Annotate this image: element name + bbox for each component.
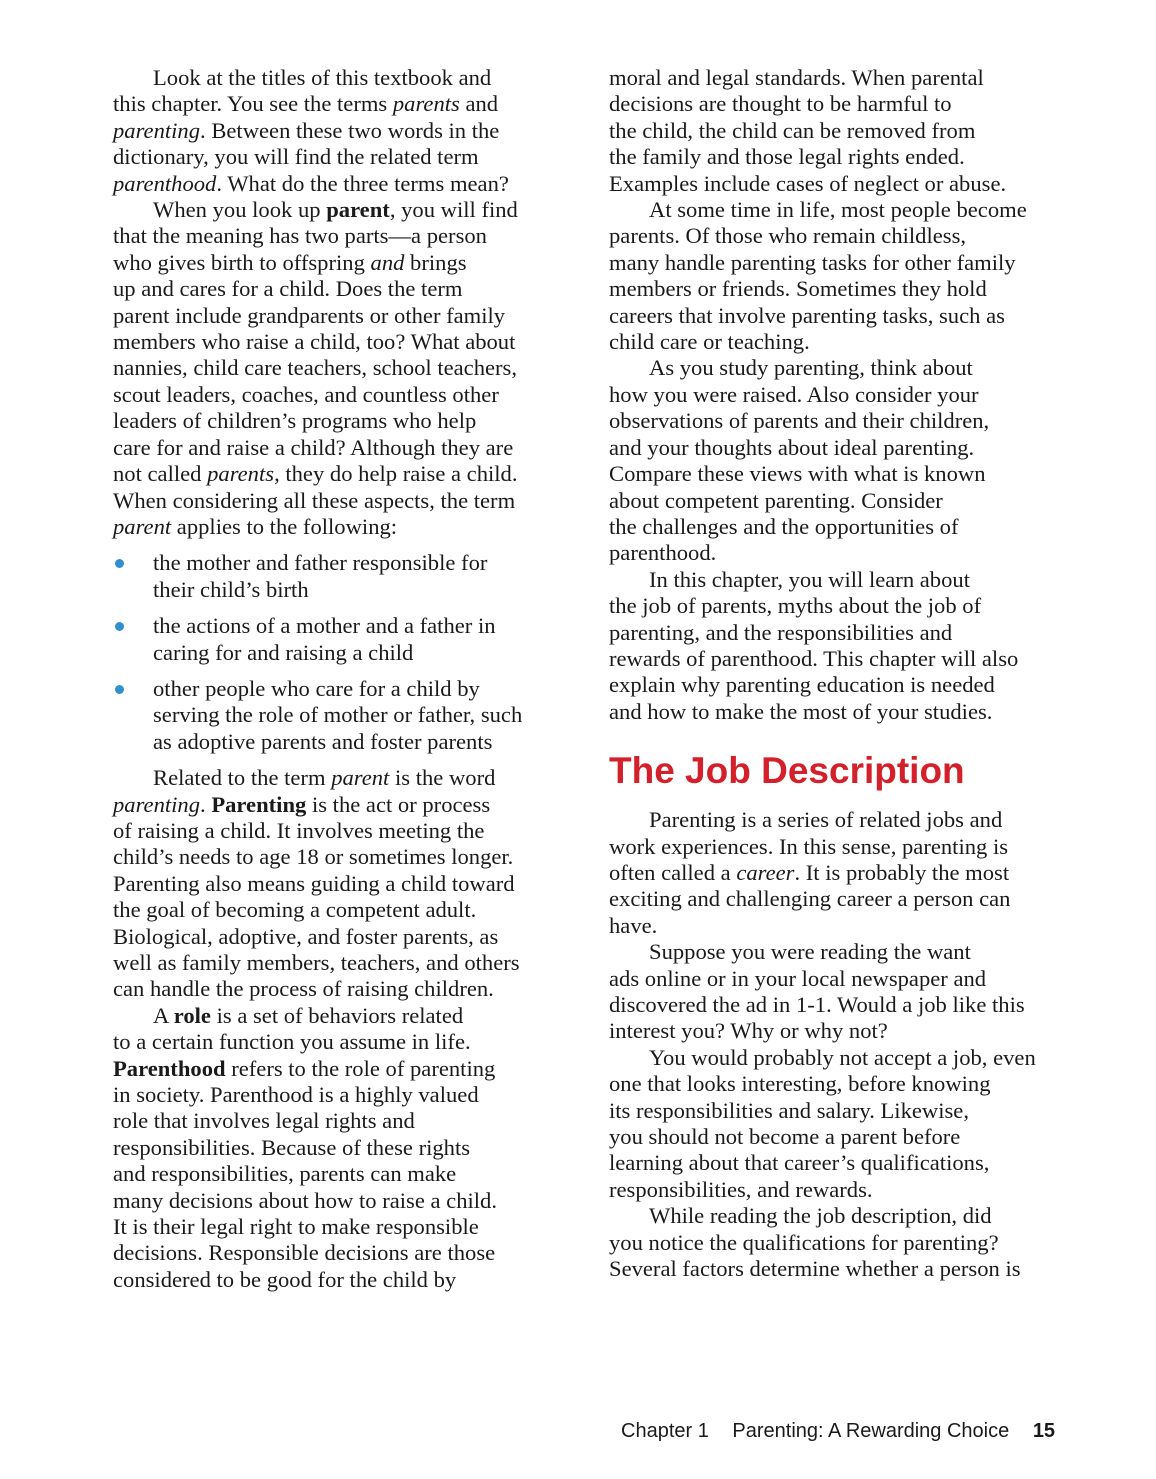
text-line: in society. Parenthood is a highly valued: [113, 1082, 479, 1108]
text-line: the job of parents, myths about the job of: [609, 593, 982, 619]
text-run: applies to the following:: [171, 513, 398, 539]
paragraph: [609, 355, 1079, 566]
text-line: the mother and father responsible for: [153, 550, 488, 576]
text-line: of raising a child. It involves meeting the: [113, 817, 485, 843]
italic-term: parenting: [113, 117, 201, 143]
text-line: other people who care for a child by: [153, 675, 480, 701]
bold-term: parent: [326, 197, 390, 223]
text-run: . What do the three terms mean?: [216, 170, 509, 196]
text-line: one that looks interesting, before knowing: [609, 1071, 991, 1097]
text-line: [113, 765, 583, 791]
text-line: Look at the titles of this textbook and: [153, 65, 492, 90]
text-run: refers to the role of parenting: [225, 1055, 496, 1081]
text-line: can handle the process of raising children.: [113, 976, 494, 1002]
text-line: up and cares for a child. Does the term: [113, 276, 463, 302]
bold-term: Parenthood: [113, 1055, 226, 1081]
paragraph: [609, 807, 1079, 939]
paragraph: [113, 197, 583, 540]
footer-title: Parenting: A Rewarding Choice: [732, 1420, 1010, 1442]
text-line: [113, 514, 583, 540]
text-line: parent include grandparents or other family: [113, 302, 506, 328]
text-run: often called a: [609, 859, 737, 885]
text-line: as adoptive parents and foster parents: [153, 728, 493, 754]
text-line: As you study parenting, think about: [649, 355, 973, 381]
text-line: considered to be good for the child by: [113, 1266, 457, 1292]
bullet-item: [113, 676, 583, 755]
text-line: rewards of parenthood. This chapter will also: [609, 645, 1019, 671]
text-line: nannies, child care teachers, school teachers,: [113, 355, 517, 381]
text-line: interest you? Why or why not?: [609, 1018, 888, 1044]
italic-term: and: [370, 249, 405, 275]
text-line: Suppose you were reading the want: [649, 939, 971, 965]
italic-term: parenthood: [113, 170, 217, 196]
text-line: [113, 197, 583, 223]
text-line: child’s needs to age 18 or sometimes longer.: [113, 844, 514, 870]
paragraph: [609, 65, 1079, 197]
text-line: serving the role of mother or father, such: [153, 702, 523, 728]
text-run: Related to the term: [153, 765, 332, 791]
paragraph: [609, 197, 1079, 355]
text-line: well as family members, teachers, and others: [113, 950, 520, 975]
page-footer: [621, 1420, 1055, 1443]
bullet-icon: [115, 685, 124, 694]
text-line: At some time in life, most people become: [649, 197, 1027, 223]
text-run: . Between these two words in the: [200, 117, 500, 143]
text-line: the actions of a mother and a father in: [153, 613, 496, 639]
text-line: the challenges and the opportunities of: [609, 513, 959, 539]
italic-term: parents: [207, 461, 275, 487]
text-line: [113, 118, 583, 144]
paragraph: [609, 1045, 1079, 1203]
text-line: Several factors determine whether a person is: [609, 1256, 1021, 1282]
text-run: not called: [113, 461, 208, 487]
text-line: [113, 1056, 583, 1082]
text-line: members or friends. Sometimes they hold: [609, 276, 987, 302]
text-line: While reading the job description, did: [649, 1203, 992, 1229]
text-line: leaders of children’s programs who help: [113, 408, 477, 434]
text-line: You would probably not accept a job, even: [649, 1044, 1036, 1070]
text-line: and your thoughts about ideal parenting.: [609, 434, 975, 460]
text-line: you should not become a parent before: [609, 1124, 961, 1150]
text-line: learning about that career’s qualifications,: [609, 1150, 990, 1176]
text-line: Compare these views with what is known: [609, 461, 986, 487]
left-column: [113, 65, 583, 1293]
text-line: careers that involve parenting tasks, such as: [609, 302, 1005, 328]
bold-term: Parenting: [211, 791, 307, 817]
paragraph: [609, 567, 1079, 725]
paragraph: [609, 1203, 1079, 1282]
text-line: It is their legal right to make responsible: [113, 1214, 479, 1240]
text-line: discovered the ad in 1-1. Would a job like this: [609, 992, 1025, 1017]
text-line: care for and raise a child? Although they are: [113, 434, 514, 460]
footer-chapter: Chapter 1: [621, 1420, 709, 1442]
text-line: [609, 860, 1079, 886]
text-run: is a set of behaviors related: [210, 1002, 464, 1028]
text-run: is the act or process: [306, 791, 491, 817]
text-run: this chapter. You see the terms: [113, 91, 393, 117]
text-line: When considering all these aspects, the term: [113, 487, 516, 513]
italic-term: parent: [113, 513, 172, 539]
text-line: [113, 461, 583, 487]
text-line: Biological, adoptive, and foster parents, as: [113, 923, 499, 949]
text-line: to a certain function you assume in life.: [113, 1029, 471, 1055]
text-line: Parenting is a series of related jobs and: [649, 807, 1003, 833]
text-line: that the meaning has two parts—a person: [113, 223, 487, 249]
text-line: parenting, and the responsibilities and: [609, 619, 953, 645]
text-line: [113, 1003, 583, 1029]
text-line: scout leaders, coaches, and countless other: [113, 381, 499, 407]
text-line: responsibilities. Because of these rights: [113, 1134, 471, 1160]
text-line: their child’s birth: [153, 576, 309, 602]
text-line: the goal of becoming a competent adult.: [113, 897, 477, 923]
text-line: child care or teaching.: [609, 329, 810, 355]
text-line: [113, 250, 583, 276]
text-line: In this chapter, you will learn about: [649, 566, 970, 592]
text-line: decisions are thought to be harmful to: [609, 91, 952, 117]
text-line: the child, the child can be removed from: [609, 117, 976, 143]
bullet-icon: [115, 559, 124, 568]
page-number: 15: [1032, 1420, 1056, 1442]
text-line: role that involves legal rights and: [113, 1108, 415, 1134]
text-line: and responsibilities, parents can make: [113, 1161, 457, 1187]
paragraph: [113, 1003, 583, 1293]
text-line: Parenting also means guiding a child toward: [113, 870, 515, 896]
text-line: moral and legal standards. When parental: [609, 65, 984, 90]
text-line: ads online or in your local newspaper and: [609, 965, 987, 991]
text-line: dictionary, you will find the related term: [113, 144, 479, 170]
right-column: [609, 65, 1079, 1282]
italic-term: parenting: [113, 791, 201, 817]
text-line: many decisions about how to raise a child.: [113, 1187, 498, 1213]
text-line: how you were raised. Also consider your: [609, 381, 979, 407]
text-line: parenthood.: [609, 540, 717, 566]
text-run: who gives birth to offspring: [113, 249, 371, 275]
text-line: [113, 792, 583, 818]
paragraph: [113, 65, 583, 197]
text-line: Examples include cases of neglect or abuse.: [609, 170, 1007, 196]
italic-term: parents: [392, 91, 460, 117]
text-line: decisions. Responsible decisions are those: [113, 1240, 496, 1266]
bold-term: role: [173, 1002, 211, 1028]
text-line: work experiences. In this sense, parenting is: [609, 833, 1009, 859]
text-line: about competent parenting. Consider: [609, 487, 943, 513]
text-line: [113, 171, 583, 197]
text-line: explain why parenting education is needed: [609, 672, 995, 698]
text-line: and how to make the most of your studies.: [609, 698, 993, 724]
text-line: the family and those legal rights ended.: [609, 144, 965, 170]
bullet-icon: [115, 622, 124, 631]
text-line: its responsibilities and salary. Likewise,: [609, 1097, 969, 1123]
text-line: members who raise a child, too? What about: [113, 329, 516, 355]
bullet-item: [113, 550, 583, 603]
text-line: have.: [609, 912, 658, 938]
text-line: [113, 91, 583, 117]
paragraph: [609, 939, 1079, 1045]
section-heading: The Job Description: [609, 750, 965, 792]
text-run: and: [459, 91, 499, 117]
bullet-item: [113, 613, 583, 666]
text-run: A: [153, 1002, 174, 1028]
text-line: exciting and challenging career a person can: [609, 886, 1011, 912]
italic-term: parent: [331, 765, 390, 791]
text-line: responsibilities, and rewards.: [609, 1176, 873, 1202]
text-line: parents. Of those who remain childless,: [609, 223, 967, 249]
text-line: you notice the qualifications for parenting?: [609, 1229, 999, 1255]
paragraph: [113, 765, 583, 1003]
text-line: observations of parents and their children,: [609, 408, 990, 434]
text-run: , they do help raise a child.: [274, 461, 518, 487]
text-run: When you look up: [153, 197, 327, 223]
text-line: many handle parenting tasks for other family: [609, 249, 1016, 275]
text-run: is the word: [389, 765, 496, 791]
text-run: . It is probably the most: [794, 859, 1010, 885]
text-line: caring for and raising a child: [153, 639, 414, 665]
text-run: .: [200, 791, 212, 817]
text-run: , you will find: [389, 197, 518, 223]
italic-term: career: [736, 859, 795, 885]
text-run: brings: [404, 249, 467, 275]
